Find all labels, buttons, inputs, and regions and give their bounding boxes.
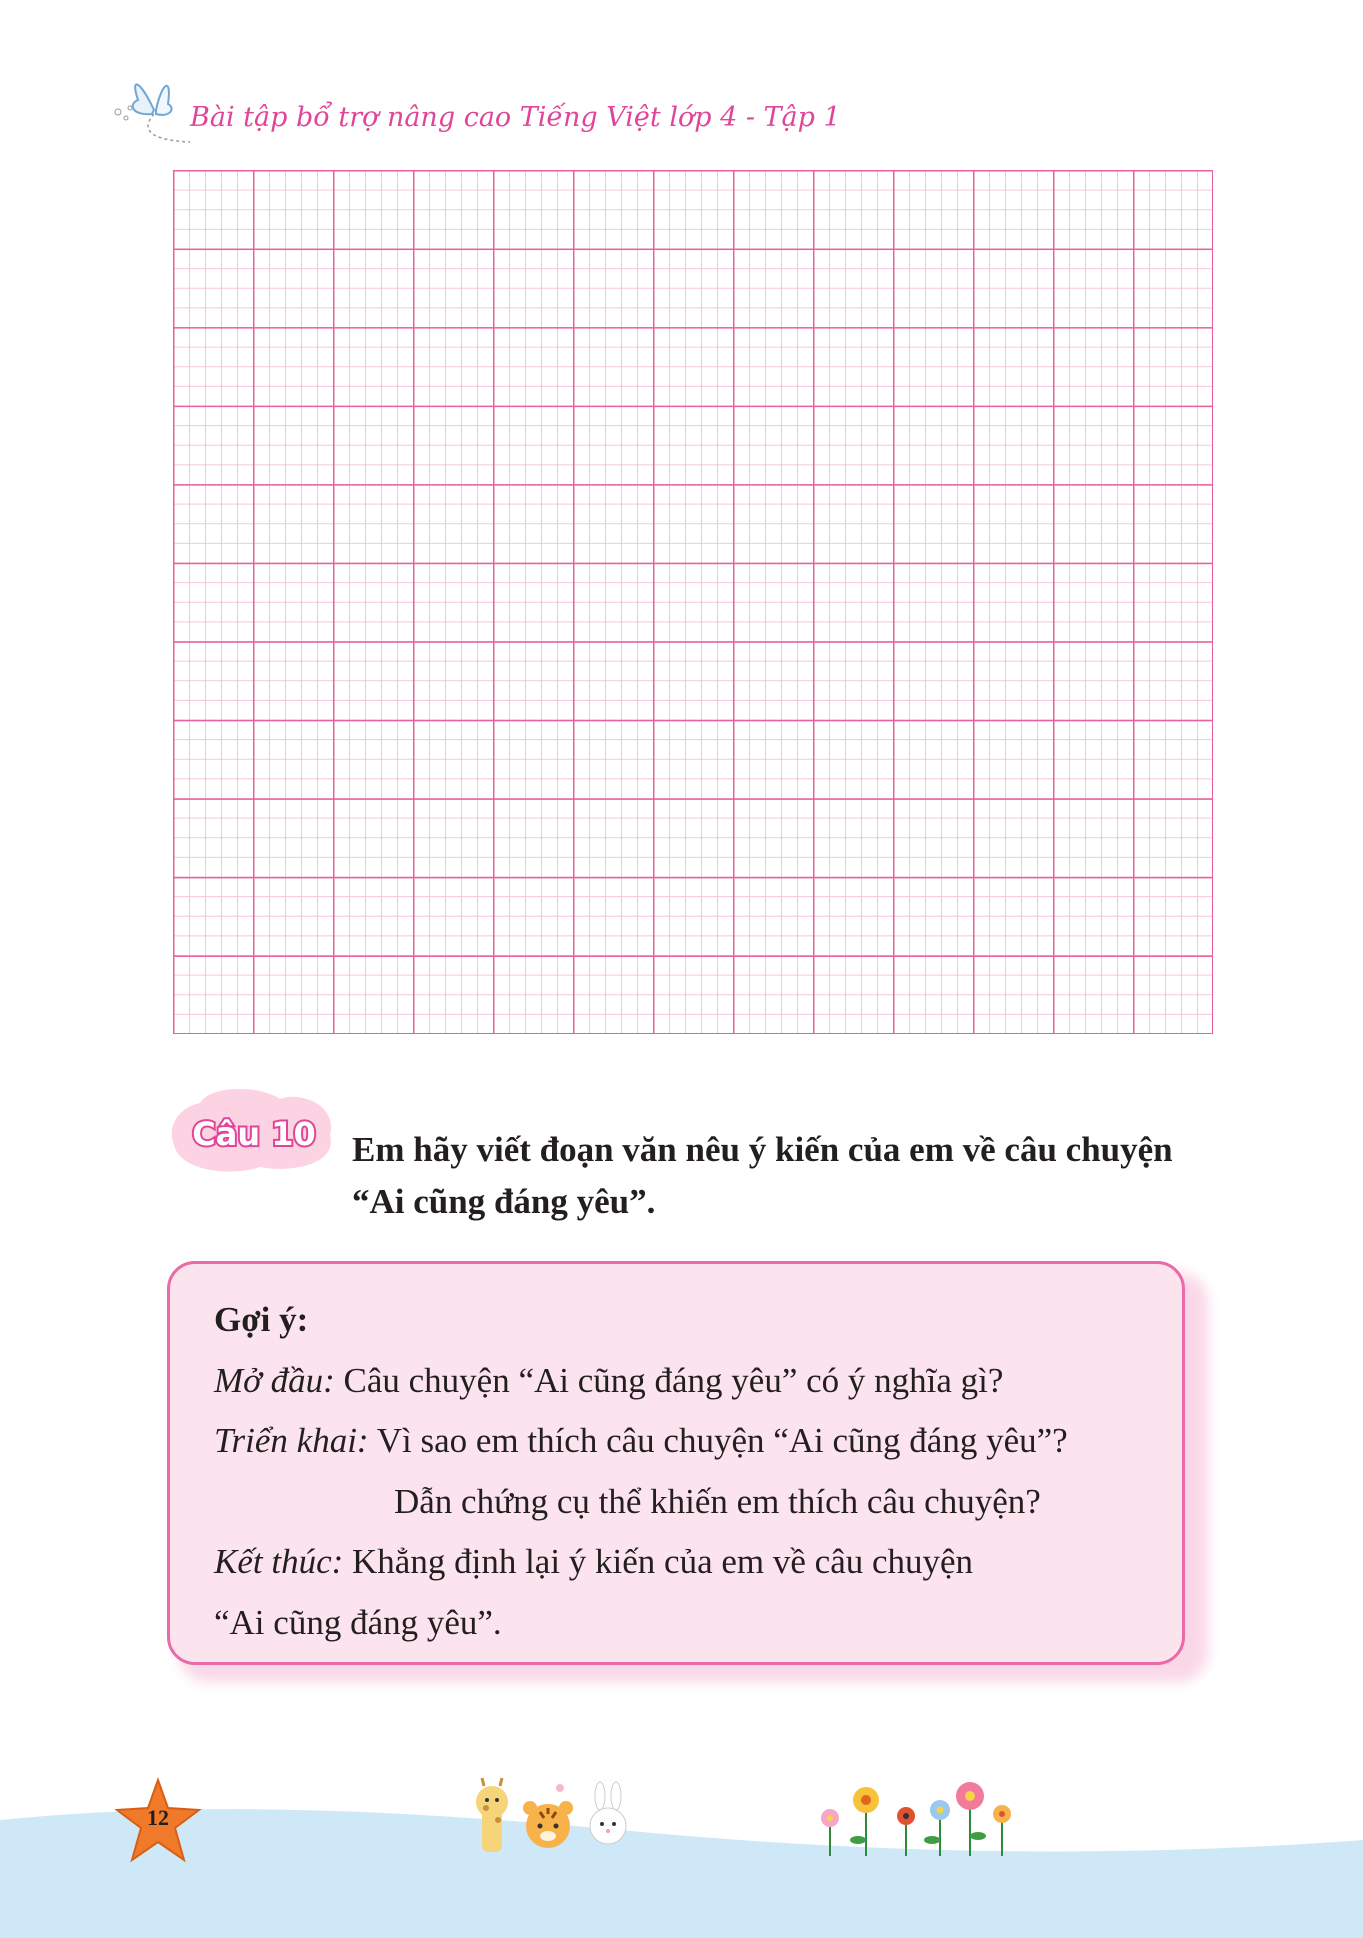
hint-body-text-2: Dẫn chứng cụ thể khiến em thích câu chuyện? bbox=[394, 1481, 1041, 1521]
header-title: Bài tập bổ trợ nâng cao Tiếng Việt lớp 4 - Tập 1 bbox=[190, 102, 841, 133]
hint-closing-text: Khẳng định lại ý kiến của em về câu chuyện bbox=[343, 1542, 974, 1581]
animals-illustration bbox=[468, 1776, 648, 1856]
hint-heading: Gợi ý: bbox=[214, 1300, 309, 1339]
hint-body-text: Vì sao em thích câu chuyện “Ai cũng đáng yêu”? bbox=[368, 1421, 1068, 1460]
hint-body bbox=[214, 1411, 1182, 1472]
hint-box bbox=[167, 1261, 1185, 1665]
writing-grid[interactable] bbox=[173, 170, 1213, 1034]
hint-closing-label: Kết thúc: bbox=[214, 1542, 344, 1581]
hint-opening-label: Mở đầu: bbox=[214, 1360, 335, 1400]
flowers-illustration bbox=[810, 1770, 1030, 1860]
hint-closing bbox=[214, 1532, 1182, 1593]
question-line-1: Em hãy viết đoạn văn nêu ý kiến của em về câu chuyện bbox=[352, 1130, 1173, 1169]
question-line-2: “Ai cũng đáng yêu”. bbox=[352, 1182, 656, 1221]
hint-body-label: Triển khai: bbox=[214, 1421, 369, 1460]
page-header bbox=[110, 70, 1010, 150]
rabbit-icon bbox=[590, 1782, 626, 1844]
question-badge bbox=[170, 1085, 340, 1175]
butterfly-icon bbox=[110, 70, 200, 150]
question-text bbox=[352, 1124, 1252, 1228]
hint-opening-text: Câu chuyện “Ai cũng đáng yêu” có ý nghĩa gì? bbox=[334, 1360, 1004, 1400]
hint-opening bbox=[214, 1351, 1182, 1412]
page-number: 12 bbox=[147, 1805, 169, 1830]
giraffe-icon bbox=[476, 1778, 508, 1852]
tiger-icon bbox=[523, 1801, 573, 1848]
question-badge-label: Câu 10 bbox=[192, 1115, 316, 1153]
flower-icon bbox=[821, 1782, 1011, 1827]
hint-closing-text-2: “Ai cũng đáng yêu”. bbox=[214, 1602, 502, 1642]
footer-wave bbox=[0, 1780, 1363, 1938]
